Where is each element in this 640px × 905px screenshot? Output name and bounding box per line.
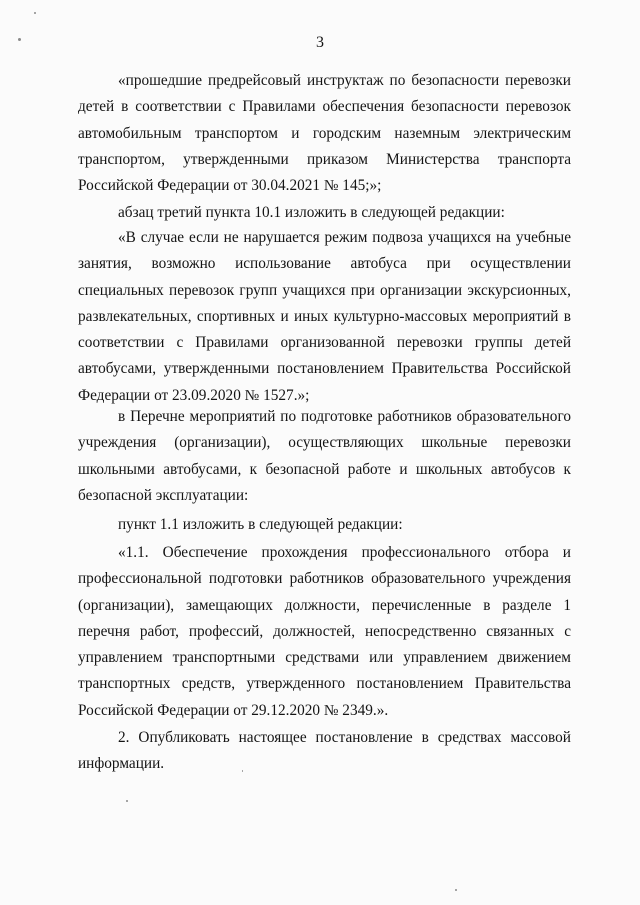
paragraph-4: в Перечне мероприятий по подготовке работников образовательного учреждения (организации), осуществляющих школьные перевозки школьными автобусами, к безопасной работе и школьных автобусов к безопасной эксплуатации:	[78, 408, 571, 504]
scan-speck	[242, 770, 243, 772]
paragraph-3: «В случае если не нарушается режим подвоза учащихся на учебные занятия, возможно использование автобуса при осуществлении специальных перевозок групп учащихся при организации экскурсионных, развлекательных, спортивных и иных культурно-массовых мероприятий в соответствии с Правилами организованной перевозки группы детей автобусами, утвержденными постановлением Правительства Российской Федерации от 23.09.2020 № 1527.»;	[78, 229, 571, 404]
paragraph-5: пункт 1.1 изложить в следующей редакции:	[118, 516, 403, 533]
paragraph-6: «1.1. Обеспечение прохождения профессионального отбора и профессиональной подготовки работников образовательного учреждения (организации), замещающих должности, перечисленные в разделе 1 перечня работ, профессий, должностей, непосредственно связанных с управлением транспортными средствами или управлением движением транспортных средств, утвержденного постановлением Правительства Российской Федерации от 29.12.2020 № 2349.».	[78, 544, 571, 719]
scan-speck	[126, 800, 128, 802]
paragraph-1: «прошедшие предрейсовый инструктаж по безопасности перевозки детей в соответствии с Правилами обеспечения безопасности перевозок автомобильным транспортом и городским наземным электрическим транспортом, утвержденными приказом Министерства транспорта Российской Федерации от 30.04.2021 № 145;»;	[78, 72, 571, 195]
scan-speck	[18, 38, 21, 41]
paragraph-7: 2. Опубликовать настоящее постановление в средствах массовой информации.	[78, 729, 571, 773]
page-number: 3	[316, 34, 324, 51]
scan-speck	[455, 889, 457, 891]
scan-speck	[34, 12, 36, 14]
paragraph-2: абзац третий пункта 10.1 изложить в следующей редакции:	[118, 204, 505, 221]
